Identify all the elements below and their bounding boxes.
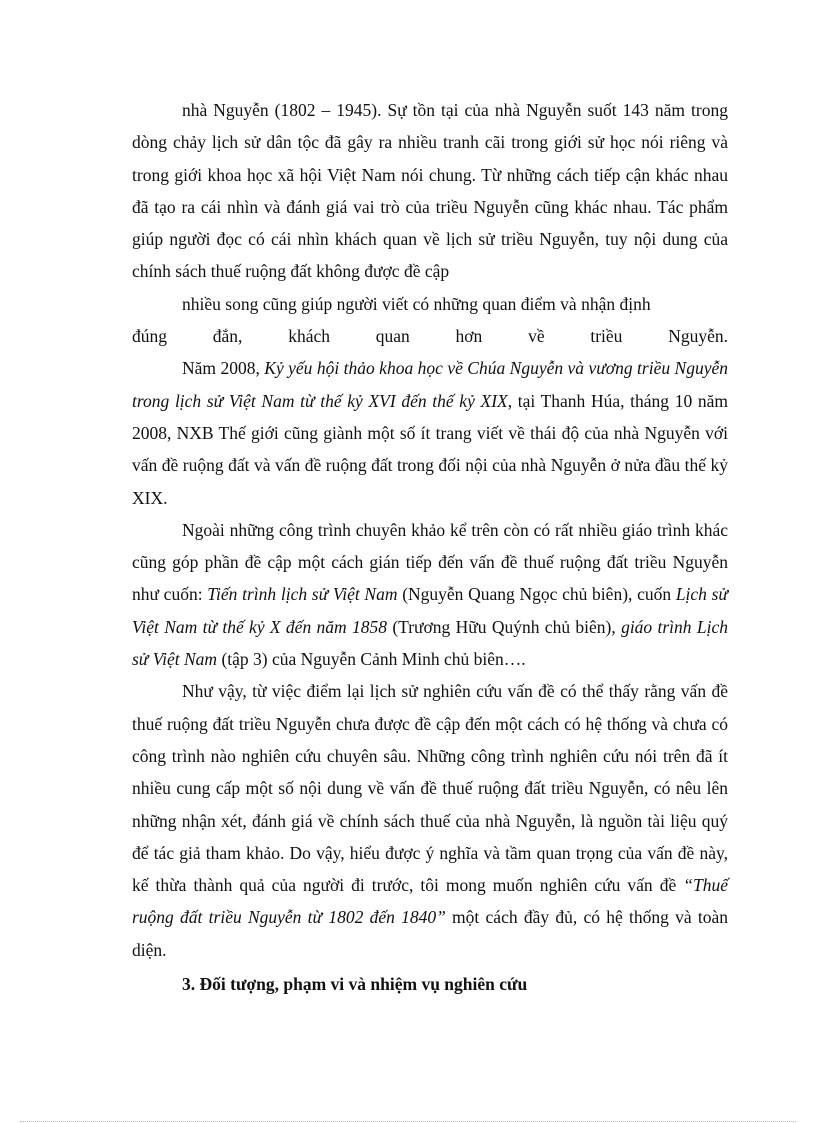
paragraph-1-continuation-text: nhiều song cũng giúp người viết có những quan điểm và nhận định [182,293,651,314]
paragraph-3 [132,514,728,675]
paragraph-4-text-1: Như vậy, từ việc điểm lại lịch sử nghiên cứu vấn đề có thể thấy rằng vấn đề thuế ruộng đất triều Nguyễn chưa được đề cập đến một cách có hệ thống và chưa có công trình nào nghiên cứu chuyên sâu. Những công trình nghiên cứu nói trên đã ít nhiều cung cấp một số nội dung về vấn đề thuế ruộng đất triều Nguyễn, có nêu lên những nhận xét, đánh giá về chính sách thuế của nhà Nguyễn, là nguồn tài liệu quý để tác giả tham khảo. Do vậy, hiểu được ý nghĩa và tầm quan trọng của vấn đề này, kế thừa thành quả của người đi trước, tôi mong muốn nghiên cứu vấn đề [132,681,728,896]
paragraph-2 [132,352,728,513]
page-bottom-divider [20,1121,796,1122]
paragraph-4 [132,675,728,966]
paragraph-3-title-3: giáo trình Lịch sử Việt Nam [132,616,728,670]
paragraph-4-text-2: một cách đầy đủ, có hệ thống và toàn diện. [132,907,728,960]
paragraph-3-text-1: Ngoài những công trình chuyên khảo kể trên còn có rất nhiều giáo trình khác cũng góp phần đề cập một cách gián tiếp đến vấn đề thuế ruộng đất triều Nguyễn như cuốn: [132,519,728,605]
paragraph-1-final-line-text: đúng đắn, khách quan hơn về triều Nguyễn. [132,326,728,347]
paragraph-1-text: nhà Nguyễn (1802 – 1945). Sự tồn tại của nhà Nguyễn suốt 143 năm trong dòng chảy lịch sử dân tộc đã gây ra nhiều tranh cãi trong giới sử học nói riêng và trong giới khoa học xã hội Việt Nam nói chung. Từ những cách tiếp cận khác nhau đã tạo ra cái nhìn và đánh giá vai trò của triều Nguyễn cũng khác nhau. Tác phẩm giúp người đọc có cái nhìn khách quan về lịch sử triều Nguyễn, tuy nội dung của chính sách thuế ruộng đất không được đề cập [132,100,728,282]
paragraph-1-final-line [132,320,728,352]
paragraph-2-text-1: Năm 2008, [182,358,265,379]
paragraph-2-title-proceedings: Kỷ yếu hội thảo khoa học về Chúa Nguyễn và vương triều Nguyễn trong lịch sử Việt Nam từ thế kỷ XVI đến thế kỷ XIX [132,358,728,411]
section-heading: 3. Đối tượng, phạm vi và nhiệm vụ nghiên cứu [182,974,528,995]
paragraph-3-title-2: Lịch sử Việt Nam từ thế kỷ X đến năm 1858 [132,584,728,637]
document-body [132,94,728,1000]
paragraph-3-text-2: (Nguyễn Quang Ngọc chủ biên), cuốn [397,584,676,605]
paragraph-4-topic-title: “Thuế ruộng đất triều Nguyễn từ 1802 đến 1840” [132,875,728,928]
paragraph-3-text-3: (Trương Hữu Quýnh chủ biên), [387,616,622,637]
paragraph-3-title-1: Tiến trình lịch sử Việt Nam [207,584,398,605]
paragraph-1-continuation [132,288,728,320]
paragraph-3-text-4: (tập 3) của Nguyễn Cảnh Minh chủ biên…. [217,649,526,670]
paragraph-1 [132,94,728,288]
paragraph-2-text-2: , tại Thanh Húa, tháng 10 năm 2008, NXB Thế giới cũng giành một số ít trang viết về thái độ của nhà Nguyễn với vấn đề ruộng đất và vấn đề ruộng đất trong đối nội của nhà Nguyễn ở nửa đầu thế kỷ XIX. [132,390,729,508]
